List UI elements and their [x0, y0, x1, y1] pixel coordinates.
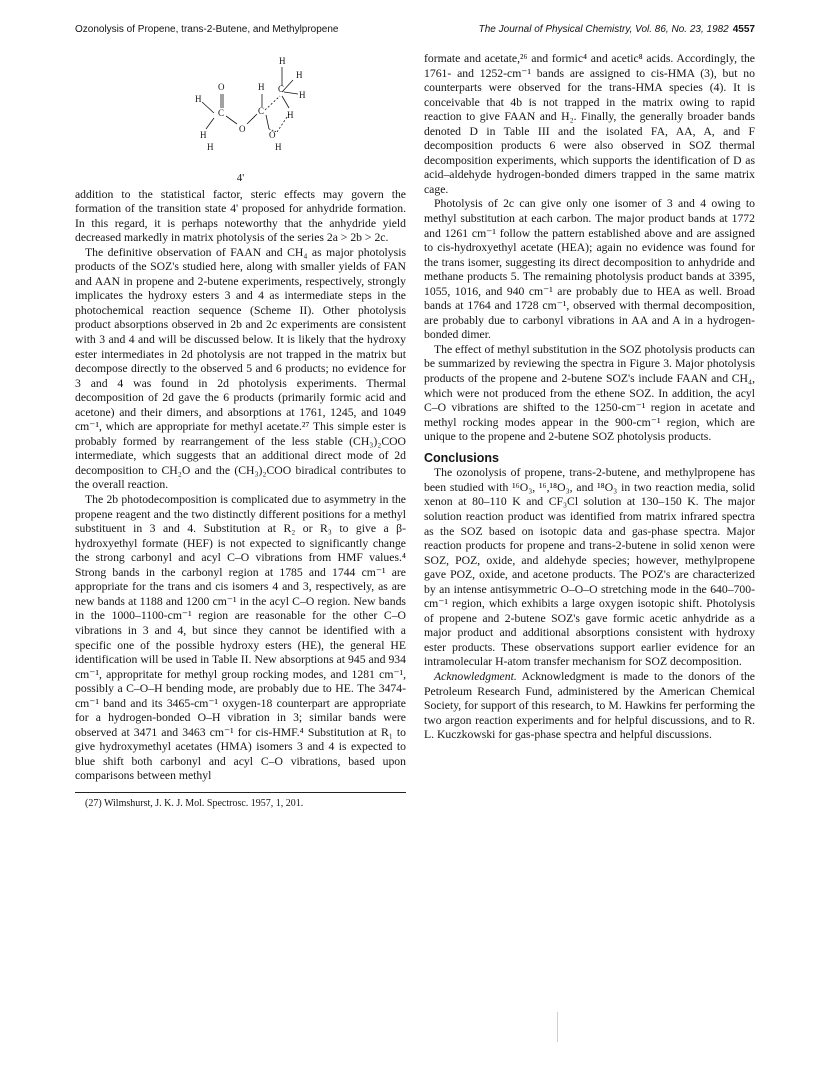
atom-h-bottom: H — [206, 142, 213, 152]
footnote-divider — [75, 792, 406, 793]
scan-mark — [557, 1012, 558, 1042]
left-column — [75, 52, 406, 810]
left-paragraph-2: The definitive observation of FAAN and CH₄ as major photolysis products of the SOZ's studied here, along with smaller yields of FAN and AAN in propene and 2-butene experiments, respectively, strongly implicates the hydroxy esters 3 and 4 as intermediate steps in the photochemical reaction sequence (Scheme II). Other photolysis product absorptions observed in 2b and 2c experiments are consistent with 3 and 4 and will be discussed below. It is likely that the hydroxy ester intermediates in 2d photolysis are not trapped in the matrix but decompose directly to the observed 5 and 6 products; no evidence for 3 and 4 was found in 2d photolysis experiments. Thermal decomposition of 2d gave the 6 products (primarily formic acid and acetone) and their dimers, and absorptions at 1761, 1245, and 1049 cm⁻¹, which are appropriate for methyl acetate.²⁷ This simple ester is probably formed by rearrangement of the less stable (CH₃)₂COO intermediate, which suggests that an additional direct mode of 2d decomposition to CH₂O and the (CH₃)₂COO biradical contributes to the overall reaction. — [75, 245, 406, 492]
atom-c-methyl: C — [277, 84, 284, 94]
left-paragraph-1: addition to the statistical factor, steric effects may govern the formation of the transition state 4' proposed for anhydride formation. In this regard, it is perhaps noteworthy that the anhydride yield decreased markedly in matrix photolysis of the series 2a > 2b > 2c. — [75, 187, 406, 245]
header-page-number: 4557 — [732, 24, 755, 35]
running-header — [75, 24, 755, 38]
atom-h-top-right: H — [295, 70, 302, 80]
atom-o-carbonyl: O — [217, 82, 224, 92]
header-article-title: Ozonolysis of Propene, trans-2-Butene, and Methylpropene — [75, 24, 339, 35]
atom-c-acyl: C — [217, 108, 224, 118]
right-column — [424, 52, 755, 743]
right-paragraph-2: Photolysis of 2c can give only one isomer of 3 and 4 owing to methyl substitution at each carbon. The major product bands at 1772 and 1261 cm⁻¹ follow the pattern established above and are assigned to cis-hydroxyethyl acetate (HEA); again no evidence was found for the trans isomer, suggesting its direct decomposition to anhydride and methane products 5. The remaining photolysis product bands at 3395, 1055, 1016, and 940 cm⁻¹ are probably due to HEA as well. Broad bands at 1764 and 1728 cm⁻¹, observed with thermal decomposition, are probably due to carbonyl vibrations in AA and A in a hydrogen-bonded dimer. — [424, 197, 755, 342]
atom-o-ether: O — [238, 124, 245, 134]
conclusions-heading: Conclusions — [424, 450, 500, 465]
left-paragraph-3: The 2b photodecomposition is complicated due to asymmetry in the propene reagent and the two distinctly different positions for a methyl substituent in 3 and 4. Substitution at R₂ or R₃ to give a β-hydroxyethyl formate (HEF) is not expected to significantly change the strong carbonyl and acyl C–O vibrations from HMF values.⁴ Strong bands in the carbonyl region at 1785 and 1744 cm⁻¹ are appropriate for the trans and cis isomers 4 and 3, respectively, as are new bands at 1188 and 1200 cm⁻¹ in the acyl C–O region. New bands in the 1000–1100-cm⁻¹ region are reasonable for the other C–O vibrations in 3 and 4, but since they cannot be identified with a specific one of the possible hydroxy esters (HE), the general HE identification will be used in Table II. New absorptions at 945 and 934 cm⁻¹, appropritate for methyl group rocking modes, and 1281 cm⁻¹, possibly a C–O–H bending mode, are probably due to HE. The 3474-cm⁻¹ band and its 3465-cm⁻¹ oxygen-18 counterpart are appropriate for a hydrogen-bonded O–H vibration in 3; similar bands were observed at 3471 and 3463 cm⁻¹ for cis-HMF.⁴ Substitution at R₁ to give hydroxymethyl acetates (HMA) isomers 3 and 4 is expected to blue shift both carbonyl and acyl C–O vibrations, based upon comparisons between methyl — [75, 493, 406, 783]
structure-label: 4' — [236, 172, 245, 184]
atom-h-lower-left: H — [199, 130, 206, 140]
chemical-structure-figure — [141, 52, 341, 157]
header-journal: The Journal of Physical Chemistry, Vol. 86, No. 23, 1982 — [478, 24, 729, 35]
right-paragraph-1: formate and acetate,²⁶ and formic⁴ and acetic⁸ acids. Accordingly, the 1761- and 1252-cm⁻¹ bands are assigned to cis-HMA (3), but no counterparts were observed for the trans-HMA species (4). It is conceivable that 4b is not trapped in the matrix owing to rapid reaction to give FAAN and H₂. Finally, the generally broader bands denoted D in Table III and the isolated FA, AA, A, and F decomposition products 6 were also observed in SOZ thermal decomposition experiments, which supports the identification of D as acid–aldehyde hydrogen-bonded dimers trapped in the same matrix cage. — [424, 52, 755, 196]
acknowledgment-text: Acknowledgment is made to the donors of the Petroleum Research Fund, administered by the American Chemical Society, for support of this research, to M. Hawkins fɐr performing the two argon reaction experiments and for helpful discussions, and to R. L. Kuczkowski for gas-phase spectra and helpful discussions. — [424, 669, 755, 742]
atom-h-right: H — [298, 90, 305, 100]
acknowledgment-label: Acknowledgment. — [434, 669, 517, 683]
footnote-27: (27) Wilmshurst, J. K. J. Mol. Spectrosc. 1957, 1, 201. — [85, 797, 304, 809]
atom-h-upper: H — [257, 82, 264, 92]
atom-h-top: H — [278, 56, 285, 66]
atom-o-lower: O — [268, 130, 275, 140]
right-paragraph-3: The effect of methyl substitution in the SOZ photolysis products can be summarized by reviewing the spectra in Figure 3. Major photolysis products of the propene and 2-butene SOZ's include FAAN and CH₄, which were not produced from the ethene SOZ. In addition, the acyl C–O vibrations are shifted to the 1250-cm⁻¹ region in acetate and methyl rocking modes appear in the 900-cm⁻¹ region, which are unique to the propene and 2-butene SOZ photolysis products. — [424, 342, 755, 444]
structure-4-prime — [75, 52, 406, 167]
conclusions-paragraph: The ozonolysis of propene, trans-2-butene, and methylpropene has been studied with ¹⁶O₃, ¹⁶,¹⁸O₃, and ¹⁸O₃ in two reaction media, solid xenon at 80–110 K and CF₃Cl solution at 130–150 K. The major solution reaction product was identified from matrix infrared spectra as the SOZ based on isotopic data and gas-phase spectra. Major reaction products for propene and trans-2-butene in solid xenon were SOZ, POZ, oxide, and aldehyde species; however, methylpropene gave POZ, oxide, and acetone products. The POZ's are characterized by an intense antisymmetric O–O–O stretching mode in the 640–700-cm⁻¹ region, which exhibits a large oxygen isotopic shift. Photolysis of propene and 2-butene SOZ's gave formic acetic anhydride as a major product and additional absorptions consistent with hydroxy ester products. These observations support earlier evidence for an intramolecular H-atom transfer mechanism for SOZ decomposition. — [424, 466, 755, 669]
header-journal-info — [479, 24, 755, 35]
atom-h-dot: H — [286, 110, 293, 120]
atom-h-lower: H — [274, 142, 281, 152]
acknowledgment-paragraph — [424, 670, 755, 743]
atom-c-central: C — [257, 106, 264, 116]
atom-h-left: H — [194, 94, 201, 104]
